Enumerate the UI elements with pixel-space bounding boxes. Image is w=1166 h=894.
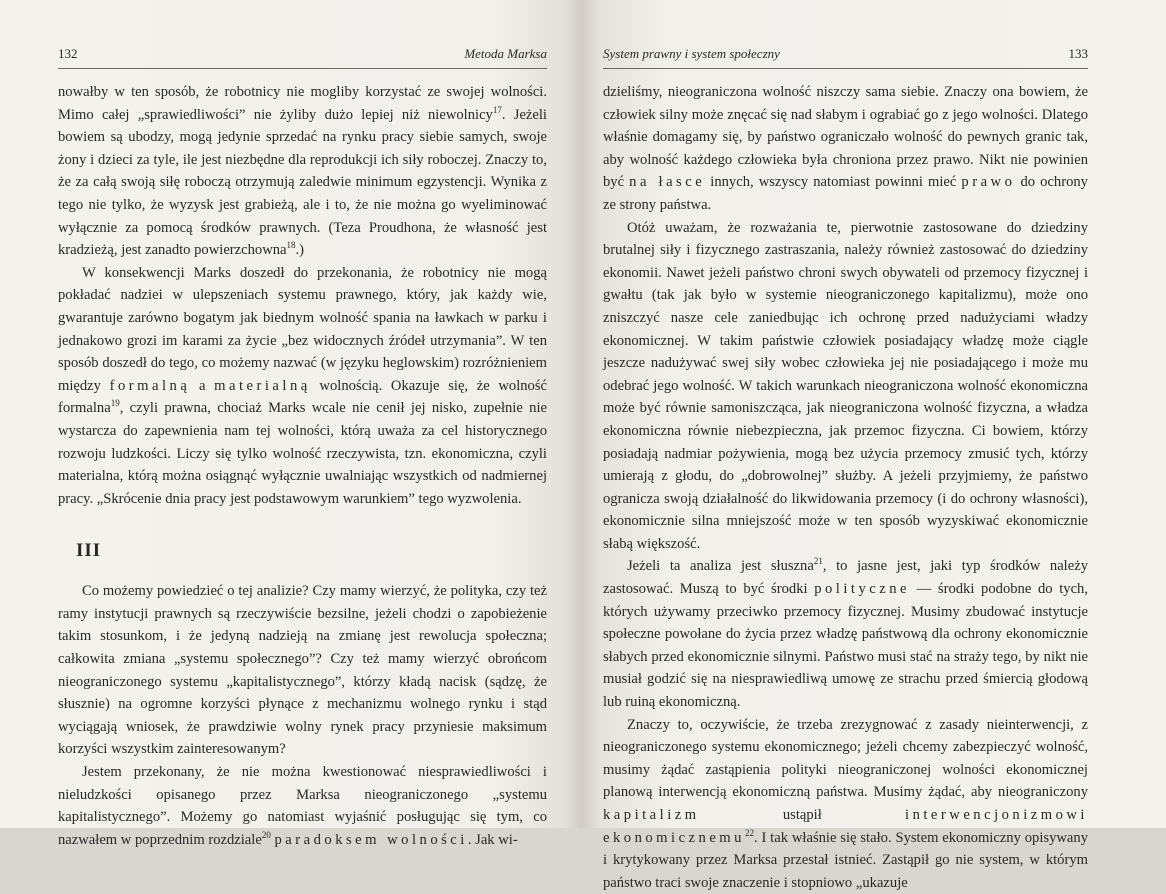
spaced-emphasis: paradoksem wolności	[274, 831, 468, 848]
paragraph	[58, 761, 547, 851]
left-running-head	[58, 46, 547, 69]
paragraph	[603, 714, 1088, 894]
right-running-title: System prawny i system społeczny	[603, 46, 780, 61]
text-run: nowałby w ten sposób, że robotnicy nie mogliby korzystać ze swojej wolności. Mimo całej „sprawiedliwości” nie żyliby dużo lepiej niż niewolnicy	[58, 84, 547, 123]
section-heading: III	[76, 540, 102, 562]
text-run: . I tak właśnie się stało. System ekonomiczny opisywany i krytykowany przez Marksa przestał istnieć. Zastąpił go nie system, w którym państwo traci swoje znaczenie i stopniowo „ukazuje	[603, 829, 1088, 891]
text-run: W konsekwencji Marks doszedł do przekonania, że robotnicy nie mogą pokładać nadziei w ulepszeniach systemu prawnego, który, jak każdy wie, gwarantuje zarówno bogatym jak biednym wolność spania na ławkach w parku i jednakowo grozi im karami za życie „bez widocznych źródeł utrzymania”. W ten sposób doszedł do tego, co możemy nazwać (w języku heglowskim) rozróżnieniem między	[58, 264, 547, 394]
spaced-emphasis: materialną	[214, 377, 311, 394]
spaced-emphasis: interwencjonizmowi ekonomicznemu	[603, 807, 1088, 846]
text-run: , to jasne jest, jaki typ środków należy zastosować. Muszą to być środki	[603, 558, 1088, 598]
text-run: a	[190, 377, 215, 394]
paragraph	[58, 262, 547, 511]
right-running-head	[603, 46, 1088, 69]
paragraph	[603, 81, 1088, 217]
footnote-ref: 19	[110, 398, 120, 409]
left-page	[0, 0, 583, 848]
footnote-ref: 21	[813, 556, 823, 567]
paragraph	[603, 555, 1088, 713]
text-run: — środki podobne do tych, których używamy przeciwko przemocy fizycznej. Musimy zbudować instytucje społeczne powołane do życia przez władzę państwową dla ochrony ekonomicznie słabych przed ekonomicznie silnymi. Państwo musi stać na straży tego, by nikt nie musiał godzić się na niesprawiedliwą umowę ze strachu przed śmiercią głodową lub ruiną ekonomiczną.	[603, 581, 1088, 711]
footnote-ref: 17	[492, 104, 502, 115]
text-run: dzieliśmy, nieograniczona wolność niszczy sama siebie. Znaczy ona bowiem, że człowiek silny może znęcać się nad słabym i ograbiać go z jego wolności. Dlatego właśnie domagamy się, by państwo ograniczało wolność do pewnych granic tak, aby wolność każdego człowieka była chroniona przez prawo. Nikt nie powinien być	[603, 84, 1088, 191]
left-body	[58, 81, 547, 851]
left-running-title: Metoda Marksa	[464, 46, 547, 61]
spaced-emphasis: kapitalizm	[603, 807, 700, 823]
text-run: , czyli prawna, chociaż Marks wcale nie cenił jej nisko, zupełnie nie wystarcza do zapewnienia nam tej wolności, którą uważa za cel historycznego rozwoju ludzkości. Liczy się tylko wolność rzeczywista, tzn. ekonomiczna, czyli materialna, którą można osiągnąć wyłącznie uwalniając wszystkich od nadmiernej pracy. „Skrócenie dnia pracy jest podstawowym warunkiem” tego wyzwolenia.	[58, 400, 547, 507]
left-paragraphs-bottom	[58, 580, 547, 851]
right-page-number: 133	[1068, 46, 1088, 61]
text-run: Znaczy to, oczywiście, że trzeba zrezygnować z zasady nieinterwencji, z nieograniczonego systemu ekonomicznego; jeżeli chcemy zabezpieczyć wolność, musimy żądać zastąpienia polityki nieograniczonej wolności ekonomicznej planową interwencją ekonomiczną państwa. Musimy żądać, aby nieograniczony	[603, 716, 1088, 801]
footnote-ref: 22	[744, 827, 754, 838]
text-run: do ochrony ze strony państwa.	[603, 174, 1088, 213]
text-run: Co możemy powiedzieć o tej analizie? Czy mamy wierzyć, że polityka, czy też ramy instytucji prawnych są rzeczywiście bezsilne, jeżeli chodzi o zapobieżenie takim stosunkom, i że jedyną nadzieją na zmianę jest rewolucja społeczna; całkowita zmiana „systemu społecznego”? Czy też mamy wierzyć obrońcom nieograniczonego systemu „kapitalistycznego”, którzy kładą nacisk (sądzę, że słusznie) na ogromne korzyści płynące z mechanizmu wolnego rynku i stąd wyciągają wniosek, że prawdziwie wolny rynek pracy przyniesie maksimum korzyści wszystkim zainteresowanym?	[58, 583, 547, 758]
right-body	[603, 81, 1088, 894]
left-page-number: 132	[58, 46, 78, 61]
paragraph	[58, 580, 547, 761]
spaced-emphasis: prawo	[961, 174, 1016, 191]
paragraph	[603, 217, 1088, 556]
paragraph	[58, 81, 547, 262]
text-run: Jeżeli ta analiza jest słuszna	[627, 558, 814, 575]
text-run: . Jak wi-	[467, 831, 518, 848]
right-page	[583, 0, 1166, 891]
footnote-ref: 18	[286, 240, 296, 251]
footnote-ref: 20	[261, 829, 271, 840]
text-run: innych, wszyscy natomiast powinni mieć	[705, 174, 962, 191]
left-paragraphs-top	[58, 81, 547, 510]
text-run: . Jeżeli bowiem są ubodzy, mogą jedynie sprzedać na rynku pracy siebie samych, swoje żony i dzieci za tyle, ile jest niezbędne dla reprodukcji ich siły roboczej. Znaczy to, że za całą swoją siłę roboczą otrzymują zaledwie minimum egzystencji. Wynika z tego nie tylko, że wyzysk jest grabieżą, ale i to, że nie można go wyeliminować wyłącznie za pomocą środków prawnych. (Teza Proudhona, że własność jest kradzieżą, jest zanadto powierzchowna	[58, 106, 547, 259]
text-run: Jestem przekonany, że nie można kwestionować niesprawiedliwości i nieludzkości opisanego przez Marksa nieograniczonego „systemu kapitalistycznego”. Możemy go natomiast wyjaśnić posługując się tym, co nazwałem w poprzednim rozdziale	[58, 764, 547, 848]
spaced-emphasis: polityczne	[814, 581, 910, 598]
text-run: Otóż uważam, że rozważania te, pierwotnie zastosowane do dziedziny brutalnej siły i fizycznego zastraszania, należy również zastosować do dziedziny ekonomii. Nawet jeżeli państwo chroni swych obywateli od przemocy fizycznej i gwałtu (tak jak było w systemie nieograniczonego kapitalizmu), może ono zniszczyć nasze cele zaniedbując ich ochronę przed nadużyciami władzy ekonomicznej. W takim państwie człowiek posiadający władzę może ciągle jeszcze nadużywać swej siły wobec człowieka jej nie posiadającego i może mu odebrać jego wolność. W takich warunkach nieograniczona wolność ekonomiczna może być równie samoniszcząca, jak nieograniczona wolność fizyczna, a władza ekonomiczna równie niebezpieczna, jak przemoc fizyczna. Ci bowiem, którzy posiadają nadmiar pożywienia, mogą bez użycia przemocy zmusić tych, którzy umierają z głodu, do „dobrowolnej” służby. A jeżeli przyjmiemy, że państwo ogranicza swoją działalność do likwidowania przemocy (i do ochrony własności), ekonomicznie silna mniejszość może w ten sposób wyzyskiwać ekonomicznie słabą większość.	[603, 219, 1088, 552]
text-run: wolnością. Okazuje się, że wolność formalna	[58, 377, 548, 417]
spaced-emphasis: formalną	[109, 377, 191, 394]
right-paragraphs	[603, 81, 1088, 894]
spaced-emphasis: na łasce	[629, 174, 706, 191]
text-run: ustąpił	[699, 807, 906, 823]
text-run: .)	[295, 242, 305, 259]
